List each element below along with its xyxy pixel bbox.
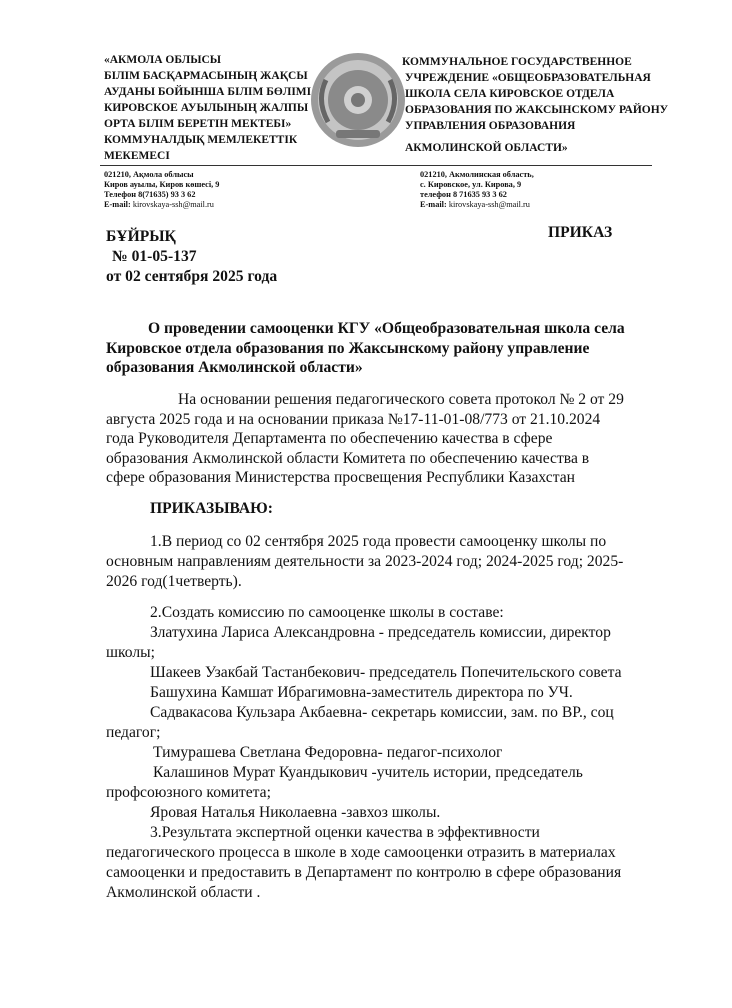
order-item-line: Яровая Наталья Николаевна -завхоз школы. — [150, 804, 441, 821]
email-label: E-mail: — [104, 200, 131, 209]
order-date: от 02 сентября 2025 года — [106, 268, 278, 285]
email-address: kirovskaya-ssh@mail.ru — [132, 200, 214, 209]
order-item-line: 1.В период со 02 сентября 2025 года провести самооценку школы по — [150, 533, 607, 550]
header-left-line: «АКМОЛА ОБЛЫСЫ — [104, 54, 222, 66]
email-address: kirovskaya-ssh@mail.ru — [448, 200, 530, 209]
subject-line: О проведении самооценки КГУ «Общеобразовательная школа села — [148, 320, 625, 337]
header-left-line: АУДАНЫ БОЙЫНША БІЛІМ БӨЛІМІ — [104, 86, 312, 98]
order-item-line: Шакеев Узакбай Тастанбекович- председатель Попечительского совета — [150, 664, 622, 681]
order-ru-title: ПРИКАЗ — [548, 224, 613, 241]
order-item-line: Златухина Лариса Александровна - председатель комиссии, директор — [150, 624, 611, 641]
subject-line: образования Акмолинской области» — [106, 359, 363, 376]
header-right-line: УЧРЕЖДЕНИЕ «ОБЩЕОБРАЗОВАТЕЛЬНАЯ — [405, 72, 651, 84]
header-divider — [100, 165, 652, 166]
email-label: E-mail: — [420, 200, 447, 209]
order-item-line: Акмолинской области . — [106, 884, 261, 901]
subject-line: Кировское отдела образования по Жаксынскому району управление — [106, 339, 590, 357]
header-right-line: ОБРАЗОВАНИЯ ПО ЖАКСЫНСКОМУ РАЙОНУ — [405, 104, 669, 116]
left-email — [104, 200, 214, 210]
header-right-line: ШКОЛА СЕЛА КИРОВСКОЕ ОТДЕЛА — [405, 88, 615, 100]
header-left-line: БІЛІМ БАСҚАРМАСЫНЫҢ ЖАҚСЫ — [104, 70, 308, 82]
left-address-line: 021210, Ақмола облысы — [104, 170, 194, 179]
left-address-line: Телефон 8(71635) 93 3 62 — [104, 190, 196, 199]
header-left-line: КИРОВСКОЕ АУЫЛЫНЫҢ ЖАЛПЫ — [104, 102, 309, 114]
order-item-line: 3.Результата экспертной оценки качества в эффективности — [150, 824, 540, 841]
order-item-line: 2.Создать комиссию по самооценке школы в составе: — [150, 604, 504, 621]
order-number: № 01-05-137 — [112, 248, 197, 265]
right-email — [420, 200, 530, 210]
order-item-line: 2026 год(1четверть). — [106, 573, 242, 590]
basis-line: года Руководителя Департамента по обеспечению качества в сфере — [106, 430, 553, 447]
order-item-line: Башухина Камшат Ибрагимовна-заместитель директора по УЧ. — [150, 684, 573, 701]
right-address-line: 021210, Акмолинская область, — [420, 170, 534, 179]
left-address-line: Киров ауылы, Киров көшесі, 9 — [104, 180, 220, 189]
order-item-line: педагог; — [106, 724, 161, 741]
basis-line: образования Акмолинской области Комитета по обеспечению качества в — [106, 449, 590, 467]
order-item-line: Тимурашева Светлана Федоровна- педагог-психолог — [153, 744, 503, 761]
state-emblem-icon — [306, 50, 410, 150]
header-right-line: АКМОЛИНСКОЙ ОБЛАСТИ» — [405, 142, 568, 154]
header-right-line: УПРАВЛЕНИЯ ОБРАЗОВАНИЯ — [405, 120, 576, 132]
basis-line: сфере образования Министерства просвещения Республики Казахстан — [106, 469, 575, 486]
header-left-line: КОММУНАЛДЫҚ МЕМЛЕКЕТТІК — [104, 134, 298, 146]
order-item-line: самооценки и предоставить в Департамент по контролю в сфере образования — [106, 864, 622, 881]
header-left-line: ОРТА БІЛІМ БЕРЕТІН МЕКТЕБІ» — [104, 118, 292, 130]
header-left-line: МЕКЕМЕСІ — [104, 150, 170, 162]
order-item-line: школы; — [106, 644, 155, 661]
basis-line: августа 2025 года и на основании приказа №17-11-01-08/773 от 21.10.2024 — [106, 410, 601, 428]
basis-line: На основании решения педагогического совета протокол № 2 от 29 — [178, 391, 624, 408]
right-address-line: с. Кировское, ул. Кирова, 9 — [420, 180, 522, 189]
order-item-line: профсоюзного комитета; — [106, 784, 271, 801]
right-address-line: телефон 8 71635 93 3 62 — [420, 190, 507, 199]
header-right-line: КОММУНАЛЬНОЕ ГОСУДАРСТВЕННОЕ — [402, 56, 632, 68]
order-item-line: Садвакасова Кульзара Акбаевна- секретарь комиссии, зам. по ВР., соц — [150, 704, 614, 721]
order-kz-title: БҰЙРЫҚ — [106, 228, 176, 245]
order-item-line: Калашинов Мурат Куандыкович -учитель истории, председатель — [153, 764, 583, 781]
order-item-line: основным направлениям деятельности за 2023-2024 год; 2024-2025 год; 2025- — [106, 553, 624, 570]
decree-heading: ПРИКАЗЫВАЮ: — [150, 500, 273, 517]
order-item-line: педагогического процесса в школе в ходе самооценки отразить в материалах — [106, 844, 616, 861]
